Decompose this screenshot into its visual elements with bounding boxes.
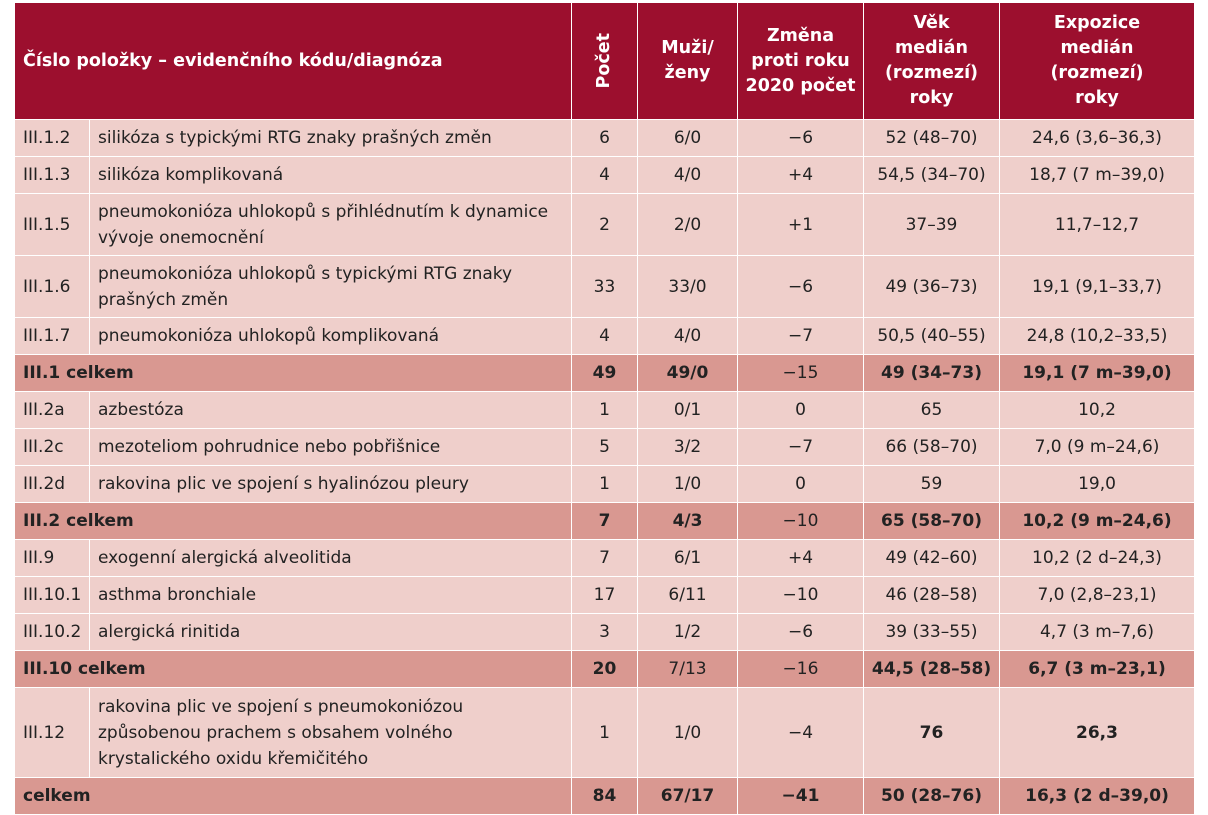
subtotal-men-women: 49/0 <box>638 355 738 392</box>
item-count: 33 <box>572 256 638 318</box>
subtotal-men-women: 4/3 <box>638 503 738 540</box>
item-change: 0 <box>738 392 864 429</box>
item-description: exogenní alergická alveolitida <box>90 540 572 577</box>
table-row <box>15 466 1195 503</box>
header-exposure <box>1000 3 1195 120</box>
item-change: 0 <box>738 466 864 503</box>
subtotal-label: III.10 celkem <box>15 651 572 688</box>
subtotal-count: 49 <box>572 355 638 392</box>
item-code: III.2c <box>15 429 90 466</box>
subtotal-exposure: 19,1 (7 m–39,0) <box>1000 355 1195 392</box>
item-count: 7 <box>572 540 638 577</box>
grand-total-change: −41 <box>738 778 864 815</box>
item-code: III.2d <box>15 466 90 503</box>
item-description: pneumokonióza uhlokopů s přihlédnutím k dynamice vývoje onemocnění <box>90 194 572 256</box>
item-code: III.12 <box>15 688 90 778</box>
item-count: 4 <box>572 157 638 194</box>
item-age: 54,5 (34–70) <box>864 157 1000 194</box>
subtotal-change: −10 <box>738 503 864 540</box>
item-men-women: 33/0 <box>638 256 738 318</box>
item-code: III.10.1 <box>15 577 90 614</box>
header-exposure-label: Expozice medián (rozmezí) roky <box>1050 13 1144 108</box>
item-exposure: 19,0 <box>1000 466 1195 503</box>
grand-total-age: 50 (28–76) <box>864 778 1000 815</box>
item-age: 50,5 (40–55) <box>864 318 1000 355</box>
item-description: alergická rinitida <box>90 614 572 651</box>
subtotal-age: 65 (58–70) <box>864 503 1000 540</box>
subtotal-change: −15 <box>738 355 864 392</box>
item-men-women: 6/0 <box>638 120 738 157</box>
table-row <box>15 120 1195 157</box>
grand-total-men-women: 67/17 <box>638 778 738 815</box>
table-row <box>15 688 1195 778</box>
item-change: +4 <box>738 540 864 577</box>
table-row <box>15 194 1195 256</box>
item-men-women: 1/0 <box>638 466 738 503</box>
header-men-women <box>638 3 738 120</box>
subtotal-count: 20 <box>572 651 638 688</box>
item-count: 4 <box>572 318 638 355</box>
grand-total-row <box>15 778 1195 815</box>
item-age: 39 (33–55) <box>864 614 1000 651</box>
item-men-women: 4/0 <box>638 157 738 194</box>
header-age <box>864 3 1000 120</box>
item-count: 1 <box>572 392 638 429</box>
item-men-women: 2/0 <box>638 194 738 256</box>
item-exposure: 4,7 (3 m–7,6) <box>1000 614 1195 651</box>
item-description: rakovina plic ve spojení s pneumokoniózou způsobenou prachem s obsahem volného krystalického oxidu křemičitého <box>90 688 572 778</box>
subtotal-change: −16 <box>738 651 864 688</box>
header-count <box>572 3 638 120</box>
item-description: azbestóza <box>90 392 572 429</box>
subtotal-row <box>15 503 1195 540</box>
item-code: III.2a <box>15 392 90 429</box>
grand-total-exposure: 16,3 (2 d–39,0) <box>1000 778 1195 815</box>
subtotal-age: 44,5 (28–58) <box>864 651 1000 688</box>
item-change: −6 <box>738 120 864 157</box>
subtotal-age: 49 (34–73) <box>864 355 1000 392</box>
subtotal-exposure: 6,7 (3 m–23,1) <box>1000 651 1195 688</box>
table-container <box>14 2 1194 815</box>
item-age: 59 <box>864 466 1000 503</box>
item-code: III.1.3 <box>15 157 90 194</box>
subtotal-row <box>15 651 1195 688</box>
item-description: silikóza s typickými RTG znaky prašných změn <box>90 120 572 157</box>
table-row <box>15 577 1195 614</box>
table-row <box>15 318 1195 355</box>
item-men-women: 0/1 <box>638 392 738 429</box>
item-exposure: 7,0 (2,8–23,1) <box>1000 577 1195 614</box>
table-row <box>15 392 1195 429</box>
subtotal-count: 7 <box>572 503 638 540</box>
header-count-label: Počet <box>594 33 614 89</box>
header-row <box>15 3 1195 120</box>
item-count: 1 <box>572 466 638 503</box>
item-description: silikóza komplikovaná <box>90 157 572 194</box>
item-age: 49 (42–60) <box>864 540 1000 577</box>
subtotal-label: III.1 celkem <box>15 355 572 392</box>
item-description: asthma bronchiale <box>90 577 572 614</box>
subtotal-exposure: 10,2 (9 m–24,6) <box>1000 503 1195 540</box>
item-men-women: 6/1 <box>638 540 738 577</box>
header-change <box>738 3 864 120</box>
item-exposure: 18,7 (7 m–39,0) <box>1000 157 1195 194</box>
item-description: rakovina plic ve spojení s hyalinózou pleury <box>90 466 572 503</box>
item-exposure: 11,7–12,7 <box>1000 194 1195 256</box>
header-item-code: Číslo položky – evidenčního kódu/diagnóza <box>15 3 572 120</box>
item-code: III.1.2 <box>15 120 90 157</box>
item-count: 6 <box>572 120 638 157</box>
item-count: 2 <box>572 194 638 256</box>
item-age: 52 (48–70) <box>864 120 1000 157</box>
subtotal-label: III.2 celkem <box>15 503 572 540</box>
item-exposure: 26,3 <box>1000 688 1195 778</box>
item-change: −4 <box>738 688 864 778</box>
item-age: 76 <box>864 688 1000 778</box>
item-change: −6 <box>738 614 864 651</box>
item-men-women: 1/0 <box>638 688 738 778</box>
table-row <box>15 614 1195 651</box>
item-change: −7 <box>738 318 864 355</box>
item-code: III.10.2 <box>15 614 90 651</box>
grand-total-label: celkem <box>15 778 572 815</box>
diagnosis-table <box>14 2 1195 815</box>
item-code: III.9 <box>15 540 90 577</box>
item-description: pneumokonióza uhlokopů s typickými RTG znaky prašných změn <box>90 256 572 318</box>
grand-total-count: 84 <box>572 778 638 815</box>
item-count: 17 <box>572 577 638 614</box>
table-row <box>15 157 1195 194</box>
item-age: 46 (28–58) <box>864 577 1000 614</box>
header-men-women-label: Muži/ženy <box>661 38 714 83</box>
item-men-women: 6/11 <box>638 577 738 614</box>
item-change: −10 <box>738 577 864 614</box>
item-age: 37–39 <box>864 194 1000 256</box>
subtotal-row <box>15 355 1195 392</box>
item-description: mezoteliom pohrudnice nebo pobřišnice <box>90 429 572 466</box>
item-exposure: 24,6 (3,6–36,3) <box>1000 120 1195 157</box>
header-change-label: Změna proti roku 2020 počet <box>745 25 856 96</box>
item-change: −6 <box>738 256 864 318</box>
item-change: +1 <box>738 194 864 256</box>
subtotal-men-women: 7/13 <box>638 651 738 688</box>
item-description: pneumokonióza uhlokopů komplikovaná <box>90 318 572 355</box>
item-exposure: 7,0 (9 m–24,6) <box>1000 429 1195 466</box>
item-exposure: 24,8 (10,2–33,5) <box>1000 318 1195 355</box>
item-exposure: 10,2 <box>1000 392 1195 429</box>
item-age: 66 (58–70) <box>864 429 1000 466</box>
item-code: III.1.5 <box>15 194 90 256</box>
item-exposure: 10,2 (2 d–24,3) <box>1000 540 1195 577</box>
item-men-women: 1/2 <box>638 614 738 651</box>
item-code: III.1.6 <box>15 256 90 318</box>
table-row <box>15 429 1195 466</box>
item-exposure: 19,1 (9,1–33,7) <box>1000 256 1195 318</box>
item-change: +4 <box>738 157 864 194</box>
header-age-label: Věk medián (rozmezí) roky <box>884 13 979 108</box>
item-age: 49 (36–73) <box>864 256 1000 318</box>
table-row <box>15 540 1195 577</box>
item-men-women: 4/0 <box>638 318 738 355</box>
item-count: 3 <box>572 614 638 651</box>
item-code: III.1.7 <box>15 318 90 355</box>
item-men-women: 3/2 <box>638 429 738 466</box>
item-age: 65 <box>864 392 1000 429</box>
item-count: 5 <box>572 429 638 466</box>
table-row <box>15 256 1195 318</box>
item-change: −7 <box>738 429 864 466</box>
item-count: 1 <box>572 688 638 778</box>
